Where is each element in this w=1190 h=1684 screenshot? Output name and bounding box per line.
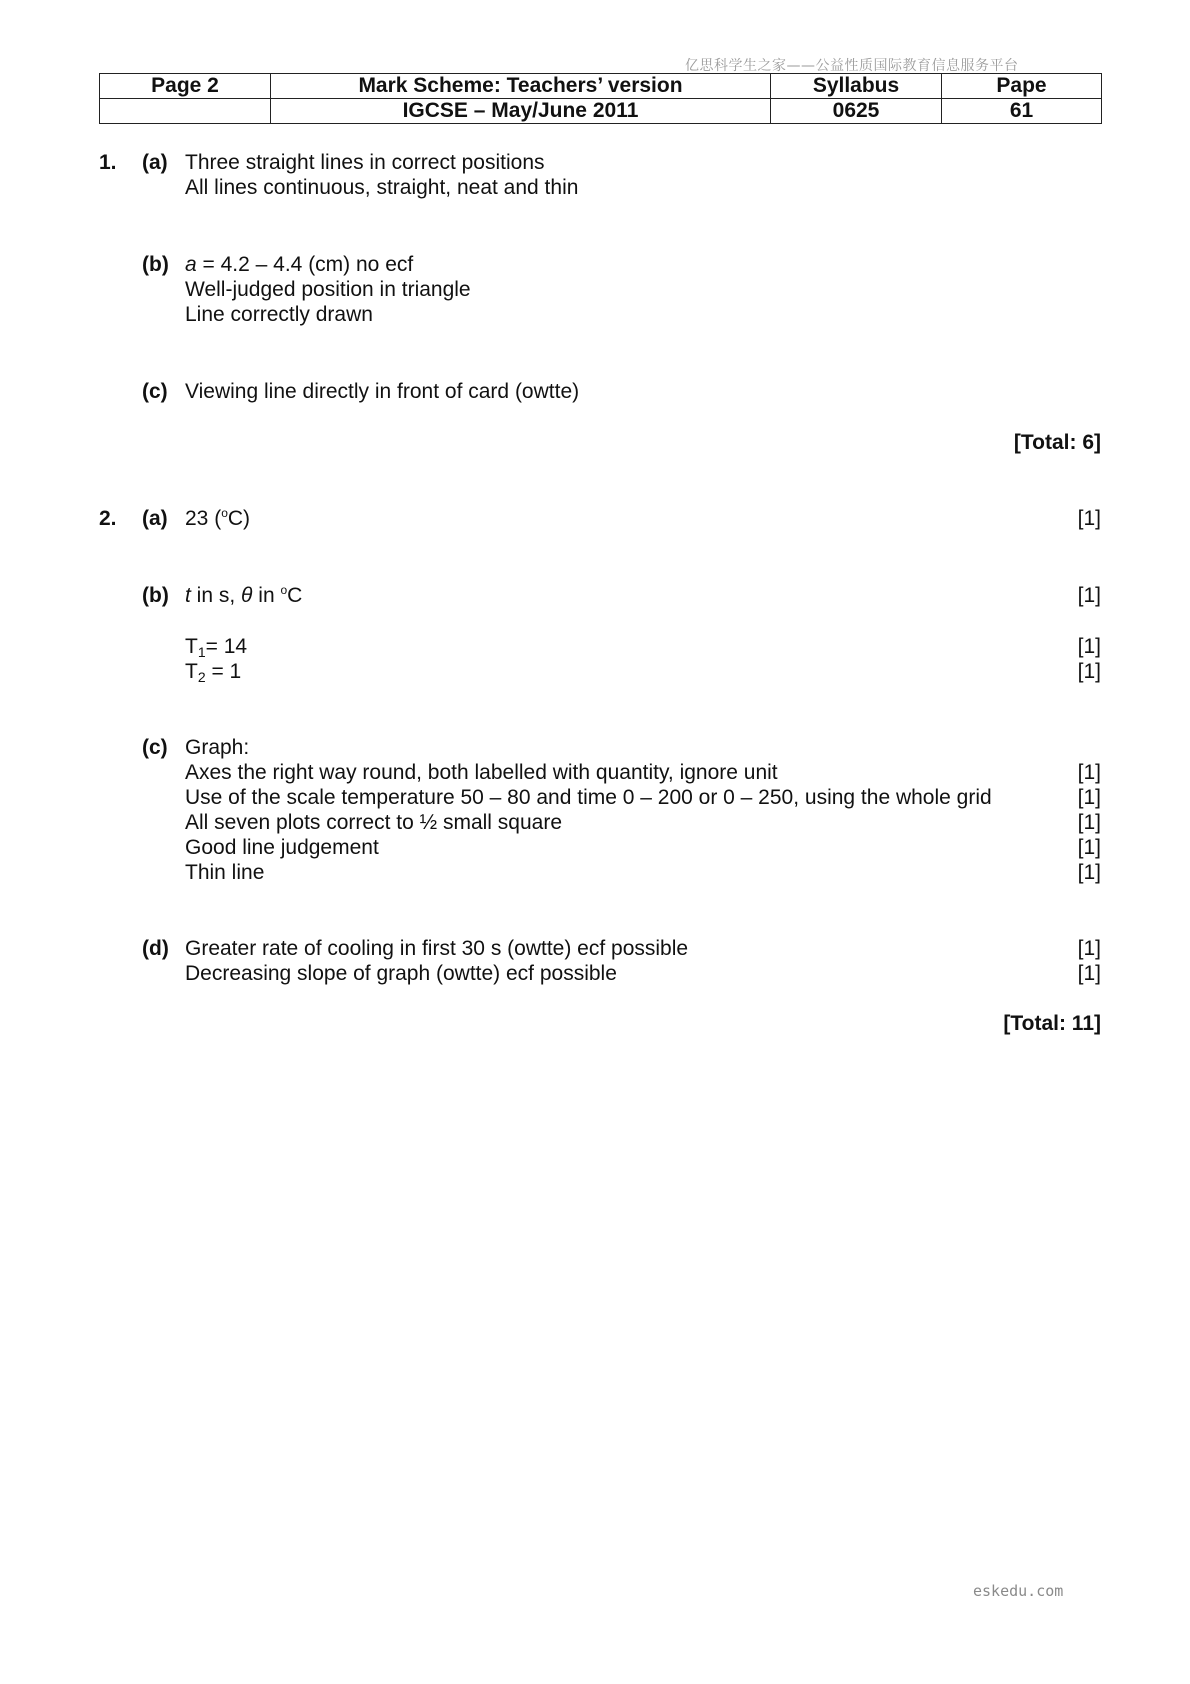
q2b-unit-c: C	[287, 584, 303, 607]
variable-theta: θ	[241, 584, 253, 607]
variable-t: t	[185, 584, 191, 607]
header-table	[99, 73, 1102, 124]
q1b-range: = 4.2 – 4.4 (cm) no ecf	[196, 253, 414, 276]
q1b-line-1	[185, 252, 413, 277]
q1b-line: Well-judged position in triangle	[185, 278, 471, 301]
q2d-line: Greater rate of cooling in first 30 s (owtte) ecf possible	[185, 937, 689, 960]
t1-subscript: 1	[197, 644, 206, 660]
q2b-t1-mark: [1]	[1077, 635, 1101, 658]
t1-symbol: T	[185, 635, 198, 658]
header-syllabus-code: 0625	[771, 99, 942, 124]
q2b-t1	[185, 634, 247, 659]
q2a-unit: C)	[227, 507, 251, 530]
q1-part-a-label: (a)	[142, 151, 168, 174]
q2c-criterion: Axes the right way round, both labelled with quantity, ignore unit	[185, 761, 778, 784]
q2-total: [Total: 11]	[1003, 1012, 1101, 1035]
variable-a: a	[185, 253, 197, 276]
q2b-units	[185, 583, 302, 608]
q2b-t2	[185, 659, 241, 684]
header-syllabus-label: Syllabus	[771, 74, 942, 99]
header-row	[100, 99, 1102, 124]
question-1-number: 1.	[99, 151, 117, 174]
q2-part-b-label: (b)	[142, 584, 169, 607]
header-mark-scheme: Mark Scheme: Teachers’ version	[271, 74, 771, 99]
degree-sign: o	[280, 583, 288, 597]
q1a-line: Three straight lines in correct positions	[185, 151, 545, 174]
q2c-heading: Graph:	[185, 736, 250, 759]
header-paper-number: 61	[942, 99, 1102, 124]
q1c-line: Viewing line directly in front of card (owtte)	[185, 380, 580, 403]
t2-value: = 1	[205, 660, 242, 683]
q2c-criterion: All seven plots correct to ½ small square	[185, 811, 562, 834]
q2c-mark: [1]	[1077, 811, 1101, 834]
q2a-mark: [1]	[1077, 507, 1101, 530]
watermark-bottom: eskedu.com	[973, 1582, 1064, 1600]
q2c-mark: [1]	[1077, 836, 1101, 859]
q2a-answer	[185, 506, 250, 531]
q2c-mark: [1]	[1077, 861, 1101, 884]
q1-part-b-label: (b)	[142, 253, 169, 276]
q2-part-a-label: (a)	[142, 507, 168, 530]
q2d-line: Decreasing slope of graph (owtte) ecf possible	[185, 962, 617, 985]
q2d-mark: [1]	[1077, 962, 1101, 985]
q2c-mark: [1]	[1077, 761, 1101, 784]
q1-total: [Total: 6]	[1013, 431, 1101, 454]
header-row	[100, 74, 1102, 99]
q2b-mark: [1]	[1077, 584, 1101, 607]
q2c-criterion: Good line judgement	[185, 836, 379, 859]
q2d-mark: [1]	[1077, 937, 1101, 960]
degree-sign: o	[221, 506, 228, 520]
watermark-top: 亿思科学生之家——公益性质国际教育信息服务平台	[685, 58, 1019, 74]
t1-value: = 14	[205, 635, 248, 658]
header-exam-session: IGCSE – May/June 2011	[271, 99, 771, 124]
q2c-criterion: Use of the scale temperature 50 – 80 and time 0 – 200 or 0 – 250, using the whole grid	[185, 786, 992, 809]
q2c-criterion: Thin line	[185, 861, 265, 884]
q1a-line: All lines continuous, straight, neat and thin	[185, 176, 579, 199]
q2a-value: 23 (	[185, 507, 222, 530]
header-empty-cell	[100, 99, 271, 124]
header-paper-label: Pape	[942, 74, 1102, 99]
q2b-in: in	[252, 584, 281, 607]
q2-part-c-label: (c)	[142, 736, 168, 759]
t2-symbol: T	[185, 660, 198, 683]
question-2-number: 2.	[99, 507, 117, 530]
q1b-line: Line correctly drawn	[185, 303, 373, 326]
q2-part-d-label: (d)	[142, 937, 169, 960]
t2-subscript: 2	[197, 669, 206, 685]
q1-part-c-label: (c)	[142, 380, 168, 403]
q2b-in-s: in s,	[190, 584, 242, 607]
header-page: Page 2	[100, 74, 271, 99]
q2c-mark: [1]	[1077, 786, 1101, 809]
q2b-t2-mark: [1]	[1077, 660, 1101, 683]
